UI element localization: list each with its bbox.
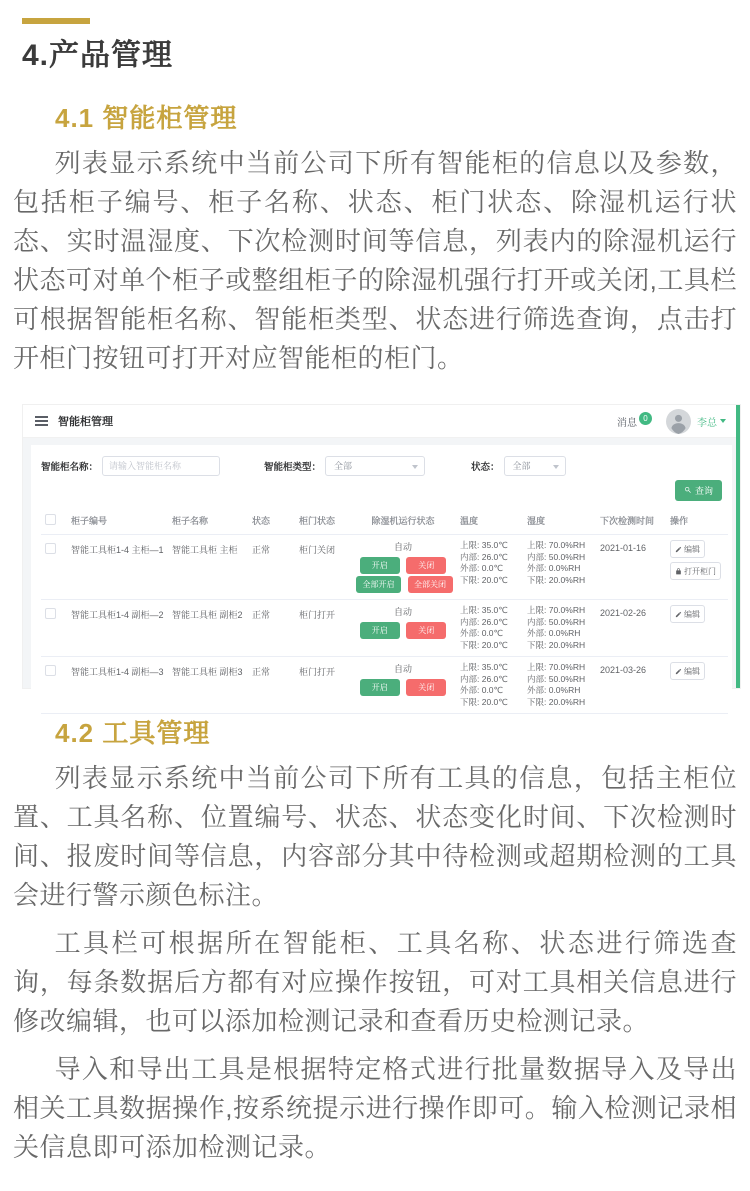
cabinet-name-label: 智能柜名称：: [41, 462, 99, 473]
app-screenshot: [22, 404, 741, 707]
temperature-cell: 上限: 35.0℃ 内部: 26.0℃ 外部: 0.0℃ 下限: 20.0℃: [456, 657, 523, 714]
col-temperature: 温度: [456, 507, 523, 535]
temperature-cell: 上限: 35.0℃ 内部: 26.0℃ 外部: 0.0℃ 下限: 20.0℃: [456, 535, 523, 600]
status-cell: 正常: [248, 535, 295, 600]
filter-bar: [41, 455, 722, 477]
row-checkbox[interactable]: [45, 608, 56, 619]
messages-link[interactable]: 消息: [617, 417, 637, 429]
cabinet-id-cell: 智能工具柜1-4 副柜—2: [67, 600, 168, 657]
col-cabinet-id: 柜子编号: [67, 507, 168, 535]
dehumidifier-off-button[interactable]: 关闭: [406, 679, 446, 696]
pencil-icon: [675, 668, 682, 675]
app-page-title: 智能柜管理: [58, 416, 113, 428]
col-next-check: 下次检测时间: [596, 507, 666, 535]
cabinet-table: [41, 507, 728, 714]
search-row: [41, 477, 722, 503]
actions-cell: [666, 600, 728, 657]
dehumidifier-mode: 自动: [393, 542, 412, 552]
edit-button[interactable]: [670, 540, 705, 558]
actions-cell: [666, 657, 728, 714]
status-cell: 正常: [248, 600, 295, 657]
lock-icon: [675, 568, 682, 575]
chevron-down-icon: [412, 465, 418, 469]
humidity-cell: 上限: 70.0%RH 内部: 50.0%RH 外部: 0.0%RH 下限: 20.0%RH: [523, 657, 596, 714]
door-status-cell: 柜门打开: [295, 600, 350, 657]
open-door-button-label: 打开柜门: [684, 566, 716, 576]
cabinet-type-value: 全部: [334, 461, 353, 471]
col-status: 状态: [248, 507, 295, 535]
next-check-cell: 2021-03-26: [596, 657, 666, 714]
edit-button[interactable]: [670, 605, 705, 623]
col-door-status: 柜门状态: [295, 507, 350, 535]
hamburger-menu-icon[interactable]: [35, 414, 48, 428]
pencil-icon: [675, 546, 682, 553]
cabinet-type-label: 智能柜类型：: [264, 462, 322, 473]
dehumidifier-all-on-button[interactable]: 全部开启: [356, 576, 401, 593]
paragraph-3: 工具栏可根据所在智能柜、工具名称、状态进行筛选查询，每条数据后方都有对应操作按钮，可对工具相关信息进行修改编辑，也可以添加检测记录和查看历史检测记录。: [13, 928, 737, 1036]
dehumidifier-mode: 自动: [393, 664, 412, 674]
user-name[interactable]: 李总: [697, 417, 717, 429]
cabinet-id-cell: 智能工具柜1-4 主柜—1: [67, 535, 168, 600]
cabinet-id-cell: 智能工具柜1-4 副柜—3: [67, 657, 168, 714]
edit-button-label: 编辑: [684, 609, 700, 619]
cabinet-name-cell: 智能工具柜 副柜2: [168, 600, 248, 657]
next-check-cell: 2021-01-16: [596, 535, 666, 600]
content-panel: [31, 445, 732, 707]
pencil-icon: [675, 611, 682, 618]
cabinet-name-cell: 智能工具柜 副柜3: [168, 657, 248, 714]
dehumidifier-cell: [350, 600, 456, 657]
open-door-button[interactable]: [670, 562, 721, 580]
col-dehumidifier: 除湿机运行状态: [350, 507, 456, 535]
temperature-cell: 上限: 35.0℃ 内部: 26.0℃ 外部: 0.0℃ 下限: 20.0℃: [456, 600, 523, 657]
humidity-cell: 上限: 70.0%RH 内部: 50.0%RH 外部: 0.0%RH 下限: 20.0%RH: [523, 535, 596, 600]
subsection-title-42: 4.2 工具管理: [55, 718, 211, 748]
window-edge-accent: [736, 405, 740, 688]
chevron-down-icon: [720, 419, 726, 423]
dehumidifier-off-button[interactable]: 关闭: [406, 557, 446, 574]
messages-count-badge: 0: [639, 412, 652, 425]
status-label: 状态：: [471, 462, 500, 473]
dehumidifier-all-off-button[interactable]: 全部关闭: [408, 576, 453, 593]
cabinet-name-cell: 智能工具柜 主柜: [168, 535, 248, 600]
paragraph-4: 导入和导出工具是根据特定格式进行批量数据导入及导出相关工具数据操作,按系统提示进行操作即可。输入检测记录相关信息即可添加检测记录。: [13, 1054, 737, 1162]
col-humidity: 湿度: [523, 507, 596, 535]
paragraph-2: 列表显示系统中当前公司下所有工具的信息，包括主柜位置、工具名称、位置编号、状态、状态变化时间、下次检测时间、报废时间等信息，内容部分其中待检测或超期检测的工具会进行警示颜色标注。: [13, 763, 737, 910]
search-button-label: 查询: [694, 485, 713, 496]
table-row: [41, 600, 728, 657]
app-header: [23, 405, 740, 438]
dehumidifier-on-button[interactable]: 开启: [360, 622, 400, 639]
edit-button[interactable]: [670, 662, 705, 680]
dehumidifier-on-button[interactable]: 开启: [360, 557, 400, 574]
door-status-cell: 柜门打开: [295, 657, 350, 714]
edit-button-label: 编辑: [684, 666, 700, 676]
door-status-cell: 柜门关闭: [295, 535, 350, 600]
select-all-checkbox[interactable]: [45, 514, 56, 525]
search-icon: [684, 486, 692, 494]
table-row: [41, 535, 728, 600]
status-cell: 正常: [248, 657, 295, 714]
table-header-row: [41, 507, 728, 535]
dehumidifier-on-button[interactable]: 开启: [360, 679, 400, 696]
status-value: 全部: [512, 461, 531, 471]
avatar[interactable]: [666, 409, 691, 434]
next-check-cell: 2021-02-26: [596, 600, 666, 657]
cabinet-type-select[interactable]: [325, 456, 425, 476]
dehumidifier-mode: 自动: [393, 607, 412, 617]
chevron-down-icon: [553, 465, 559, 469]
cabinet-name-input[interactable]: [102, 456, 220, 476]
humidity-cell: 上限: 70.0%RH 内部: 50.0%RH 外部: 0.0%RH 下限: 20.0%RH: [523, 600, 596, 657]
col-actions: 操作: [666, 507, 728, 535]
section-accent-bar: [22, 18, 90, 24]
edit-button-label: 编辑: [684, 544, 700, 554]
row-checkbox[interactable]: [45, 665, 56, 676]
dehumidifier-cell: [350, 535, 456, 600]
table-row: [41, 657, 728, 714]
row-checkbox[interactable]: [45, 543, 56, 554]
paragraph-1: 列表显示系统中当前公司下所有智能柜的信息以及参数，包括柜子编号、柜子名称、状态、柜门状态、除湿机运行状态、实时温湿度、下次检测时间等信息，列表内的除湿机运行状态可对单个柜子或整组柜子的除湿机强行打开或关闭,工具栏可根据智能柜名称、智能柜类型、状态进行筛选查询，点击打开柜门按钮可打开对应智能柜的柜门。: [13, 148, 737, 373]
section-title: 4.产品管理: [22, 39, 174, 72]
subsection-title-41: 4.1 智能柜管理: [55, 103, 238, 133]
search-button[interactable]: [675, 480, 722, 501]
status-select[interactable]: [504, 456, 566, 476]
actions-cell: [666, 535, 728, 600]
col-cabinet-name: 柜子名称: [168, 507, 248, 535]
dehumidifier-off-button[interactable]: 关闭: [406, 622, 446, 639]
dehumidifier-cell: [350, 657, 456, 714]
